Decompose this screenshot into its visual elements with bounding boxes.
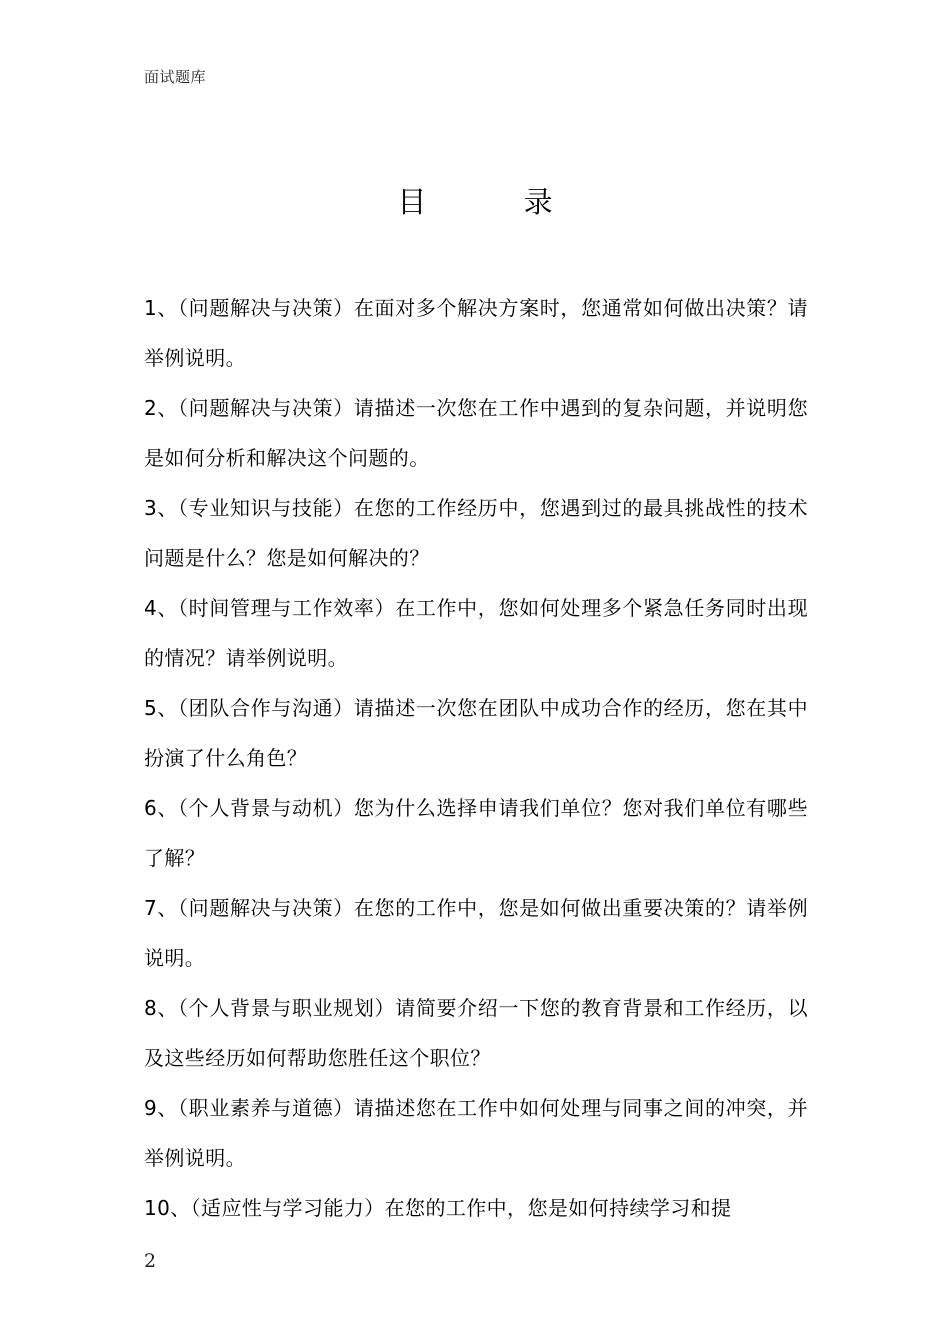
toc-item-7[interactable]: 7、（问题解决与决策）在您的工作中，您是如何做出重要决策的？请举例说明。	[144, 896, 808, 970]
toc-item-6[interactable]: 6、（个人背景与动机）您为什么选择申请我们单位？您对我们单位有哪些了解？	[144, 796, 808, 870]
toc-item-1[interactable]: 1、（问题解决与决策）在面对多个解决方案时，您通常如何做出决策？请举例说明。	[144, 296, 808, 370]
toc-item-9[interactable]: 9、（职业素养与道德）请描述您在工作中如何处理与同事之间的冲突，并举例说明。	[144, 1096, 808, 1170]
toc-item-2[interactable]: 2、（问题解决与决策）请描述一次您在工作中遇到的复杂问题，并说明您是如何分析和解决这个问题的。	[144, 396, 808, 470]
running-header: 面试题库	[144, 68, 207, 86]
toc-item-3[interactable]: 3、（专业知识与技能）在您的工作经历中，您遇到过的最具挑战性的技术问题是什么？您是如何解决的？	[144, 496, 808, 570]
toc-item-8[interactable]: 8、（个人背景与职业规划）请简要介绍一下您的教育背景和工作经历，以及这些经历如何帮助您胜任这个职位？	[144, 996, 808, 1070]
toc-item-4[interactable]: 4、（时间管理与工作效率）在工作中，您如何处理多个紧急任务同时出现的情况？请举例说明。	[144, 596, 808, 670]
table-of-contents	[144, 283, 808, 1233]
page-number: 2	[144, 1250, 157, 1272]
toc-title: 目 录	[397, 185, 597, 219]
toc-item-5[interactable]: 5、（团队合作与沟通）请描述一次您在团队中成功合作的经历，您在其中扮演了什么角色？	[144, 696, 808, 770]
toc-item-10[interactable]: 10、（适应性与学习能力）在您的工作中，您是如何持续学习和提	[144, 1196, 732, 1220]
